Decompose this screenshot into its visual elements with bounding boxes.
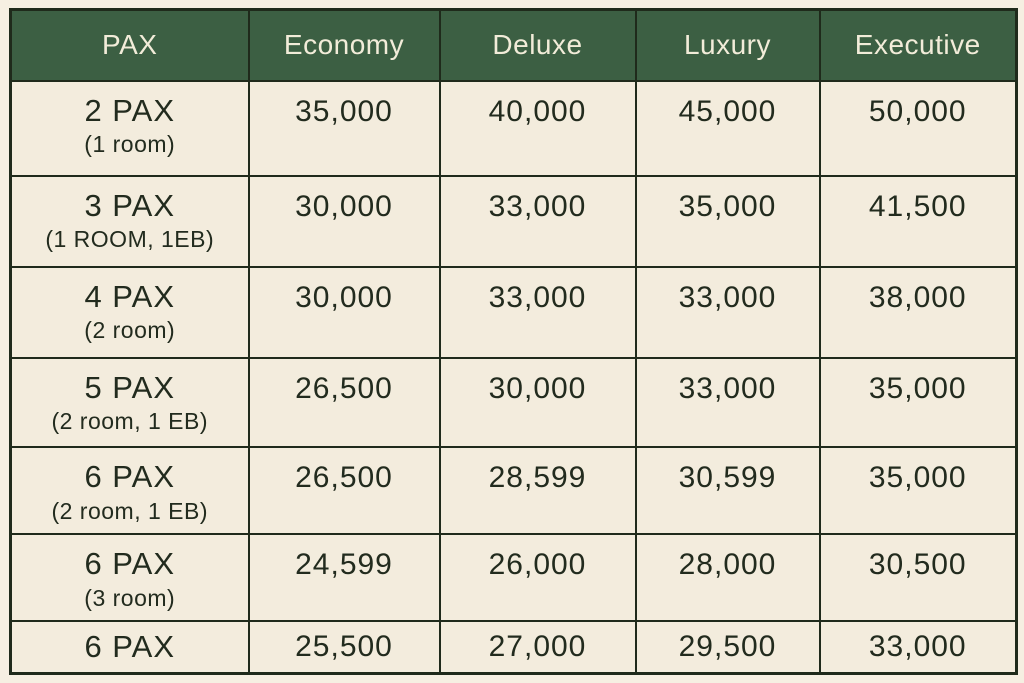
price-cell: 33,000 bbox=[440, 267, 636, 358]
pax-label: 6 PAX bbox=[84, 458, 176, 494]
price-cell: 50,000 bbox=[820, 81, 1017, 176]
pax-note: (1 room) bbox=[84, 131, 176, 158]
price-cell: 28,000 bbox=[636, 534, 820, 621]
price-cell: 30,000 bbox=[440, 358, 636, 447]
pax-cell bbox=[11, 267, 249, 358]
price-cell: 30,000 bbox=[249, 176, 440, 267]
pax-cell bbox=[11, 447, 249, 534]
price-cell: 30,000 bbox=[249, 267, 440, 358]
price-cell: 28,599 bbox=[440, 447, 636, 534]
price-cell: 33,000 bbox=[636, 267, 820, 358]
pax-cell bbox=[11, 621, 249, 674]
table-row bbox=[11, 447, 1017, 534]
pax-note: (2 room, 1 EB) bbox=[51, 408, 209, 435]
pax-note: (2 room) bbox=[84, 317, 176, 344]
price-cell: 38,000 bbox=[820, 267, 1017, 358]
price-cell: 30,599 bbox=[636, 447, 820, 534]
header-cell-luxury: Luxury bbox=[636, 10, 820, 81]
pax-label: 2 PAX bbox=[84, 92, 176, 128]
header-cell-executive: Executive bbox=[820, 10, 1017, 81]
price-cell: 40,000 bbox=[440, 81, 636, 176]
price-cell: 26,000 bbox=[440, 534, 636, 621]
pax-cell bbox=[11, 358, 249, 447]
header-cell-pax: PAX bbox=[11, 10, 249, 81]
price-cell: 24,599 bbox=[249, 534, 440, 621]
pax-label: 4 PAX bbox=[84, 278, 176, 314]
table-row bbox=[11, 176, 1017, 267]
price-table bbox=[9, 8, 1018, 675]
pax-cell bbox=[11, 176, 249, 267]
price-cell: 33,000 bbox=[636, 358, 820, 447]
pax-cell bbox=[11, 534, 249, 621]
price-cell: 26,500 bbox=[249, 358, 440, 447]
table-row bbox=[11, 267, 1017, 358]
table-row bbox=[11, 534, 1017, 621]
pax-label: 6 PAX bbox=[84, 628, 176, 664]
price-cell: 45,000 bbox=[636, 81, 820, 176]
price-cell: 30,500 bbox=[820, 534, 1017, 621]
price-cell: 35,000 bbox=[636, 176, 820, 267]
pax-label: 3 PAX bbox=[84, 187, 176, 223]
price-cell: 29,500 bbox=[636, 621, 820, 674]
price-cell: 35,000 bbox=[820, 447, 1017, 534]
pax-label: 5 PAX bbox=[84, 369, 176, 405]
price-cell: 33,000 bbox=[820, 621, 1017, 674]
pax-label: 6 PAX bbox=[84, 545, 176, 581]
header-cell-deluxe: Deluxe bbox=[440, 10, 636, 81]
table-row bbox=[11, 621, 1017, 674]
pax-note: (3 room) bbox=[84, 584, 176, 611]
price-cell: 35,000 bbox=[249, 81, 440, 176]
table-row bbox=[11, 358, 1017, 447]
pax-note: (2 room, 1 EB) bbox=[51, 497, 209, 524]
price-cell: 27,000 bbox=[440, 621, 636, 674]
price-cell: 26,500 bbox=[249, 447, 440, 534]
price-cell: 35,000 bbox=[820, 358, 1017, 447]
header-cell-economy: Economy bbox=[249, 10, 440, 81]
price-cell: 41,500 bbox=[820, 176, 1017, 267]
price-cell: 25,500 bbox=[249, 621, 440, 674]
price-cell: 33,000 bbox=[440, 176, 636, 267]
pax-note: (1 ROOM, 1EB) bbox=[45, 226, 215, 253]
pax-cell bbox=[11, 81, 249, 176]
header-row bbox=[11, 10, 1017, 81]
table-row bbox=[11, 81, 1017, 176]
